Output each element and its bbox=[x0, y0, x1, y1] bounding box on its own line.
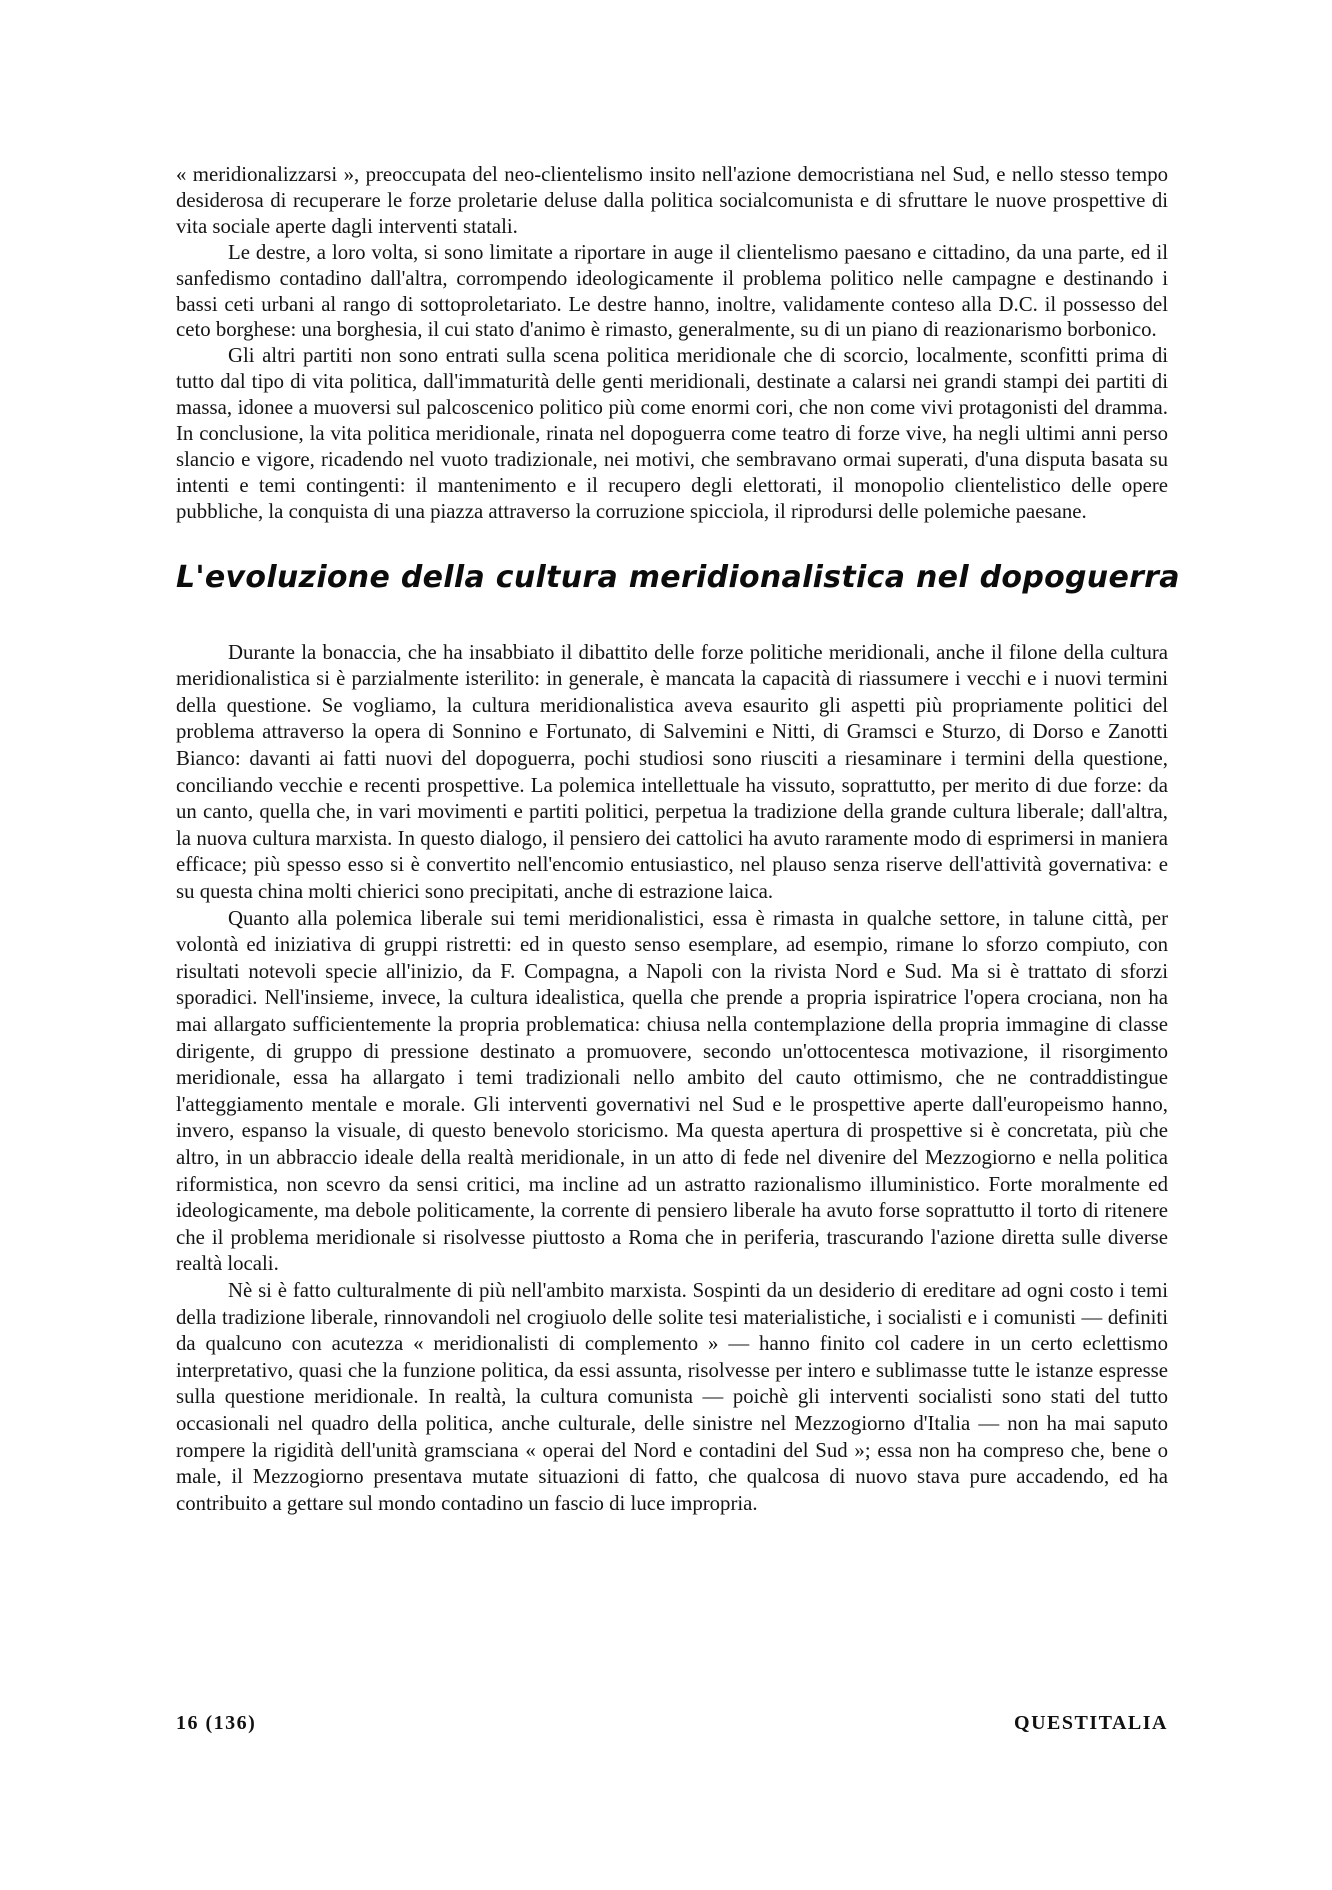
body-paragraph: « meridionalizzarsi », preoccupata del neo-clientelismo insito nell'azione democristiana nel Sud, e nello stesso tempo desiderosa di recuperare le forze proletarie deluse dalla politica socialcomunista e di sfruttare le nuove prospettive di vita sociale aperte dagli interventi statali. bbox=[176, 163, 1168, 238]
body-paragraph: Gli altri partiti non sono entrati sulla scena politica meridionale che di scorcio, localmente, sconfitti prima di tutto dal tipo di vita politica, dall'immaturità delle genti meridionali, destinate a calarsi nei grandi stampi dei partiti di massa, idonee a muoversi sul palcoscenico politico più come enormi cori, che non come vivi protagonisti del dramma. In conclusione, la vita politica meridionale, rinata nel dopoguerra come teatro di forze vive, ha negli ultimi anni perso slancio e vigore, ricadendo nel vuoto tradizionale, nei motivi, che sembravano ormai superati, d'una disputa basata su intenti e temi contingenti: il mantenimento e il recupero degli elettorati, il monopolio clientelistico delle opere pubbliche, la conquista di una piazza attraverso la corruzione spicciola, il riprodursi delle polemiche paesane. bbox=[176, 344, 1168, 523]
section-heading: L'evoluzione della cultura meridionalistica nel dopoguerra bbox=[176, 559, 1180, 595]
main-section bbox=[176, 640, 1168, 1518]
page-footer bbox=[176, 1712, 1168, 1735]
body-paragraph: Le destre, a loro volta, si sono limitate a riportare in auge il clientelismo paesano e cittadino, da una parte, ed il sanfedismo contadino dall'altra, corrompendo ideologicamente il problema politico nelle campagne e destinando i bassi ceti urbani al rango di sottoproletariato. Le destre hanno, inoltre, validamente conteso alla D.C. il possesso del ceto borghese: una borghesia, il cui stato d'animo è rimasto, generalmente, su di un piano di reazionarismo borbonico. bbox=[176, 240, 1168, 342]
body-paragraph: Quanto alla polemica liberale sui temi meridionalistici, essa è rimasta in qualche settore, in talune città, per volontà ed iniziativa di gruppi ristretti: ed in questo senso esemplare, ad esempio, rimane lo sforzo compiuto, con risultati notevoli specie all'inizio, da F. Compagna, a Napoli con la rivista Nord e Sud. Ma si è trattato di sforzi sporadici. Nell'insieme, invece, la cultura idealistica, quella che prende a propria ispiratrice l'opera crociana, non ha mai allargato sufficientemente la propria problematica: chiusa nella contemplazione della propria immagine di classe dirigente, di gruppo di pressione destinato a promuovere, secondo un'ottocentesca motivazione, il risorgimento meridionale, essa ha allargato i temi tradizionali nello ambito del cauto ottimismo, che ne contraddistingue l'atteggiamento mentale e morale. Gli interventi governativi nel Sud e le prospettive aperte dall'europeismo hanno, invero, espanso la visuale, di questo benevolo storicismo. Ma questa apertura di prospettive si è concretata, più che altro, in un abbraccio ideale della realtà meridionale, in un atto di fede nel divenire del Mezzogiorno e nella politica riformistica, non scevro da sensi critici, ma incline ad un astratto razionalismo illuministico. Forte moralmente ed ideologicamente, ma debole politicamente, la corrente di pensiero liberale ha avuto forse soprattutto il torto di ritenere che il problema meridionale si risolvesse piuttosto a Roma che in periferia, trascurando l'azione diretta sulle diverse realtà locali. bbox=[176, 906, 1168, 1276]
publication-name: QUESTITALIA bbox=[1014, 1712, 1168, 1734]
page-number: 16 (136) bbox=[176, 1712, 257, 1734]
article-page bbox=[176, 162, 1180, 1517]
intro-section bbox=[176, 162, 1168, 525]
body-paragraph: Durante la bonaccia, che ha insabbiato il dibattito delle forze politiche meridionali, anche il filone della cultura meridionalistica si è parzialmente isterilito: in generale, è mancata la capacità di riassumere i vecchi e i nuovi termini della questione. Se vogliamo, la cultura meridionalistica aveva esaurito gli aspetti più propriamente politici del problema attraverso la opera di Sonnino e Fortunato, di Salvemini e Nitti, di Gramsci e Sturzo, di Dorso e Zanotti Bianco: davanti ai fatti nuovi del dopoguerra, pochi studiosi sono riusciti a riesaminare i termini della questione, conciliando vecchie e recenti prospettive. La polemica intellettuale ha vissuto, soprattutto, per merito di due forze: da un canto, quella che, in vari movimenti e partiti politici, perpetua la tradizione della grande cultura liberale; dall'altra, la nuova cultura marxista. In questo dialogo, il pensiero dei cattolici ha avuto raramente modo di esprimersi in maniera efficace; più spesso esso si è convertito nell'encomio entusiastico, nel plauso senza riserve dell'attività governativa: e su questa china molti chierici sono precipitati, anche di estrazione laica. bbox=[176, 640, 1168, 904]
body-paragraph: Nè si è fatto culturalmente di più nell'ambito marxista. Sospinti da un desiderio di ereditare ad ogni costo i temi della tradizione liberale, rinnovandoli nel crogiuolo delle solite tesi materialistiche, i socialisti e i comunisti — definiti da qualcuno con acutezza « meridionalisti di complemento » — hanno finito col cadere in un certo eclettismo interpretativo, quasi che la funzione politica, da essi assunta, risolvesse per intero e sublimasse tutte le istanze espresse sulla questione meridionale. In realtà, la cultura comunista — poichè gli interventi socialisti sono stati del tutto occasionali nel quadro della politica, anche culturale, delle sinistre nel Mezzogiorno d'Italia — non ha mai saputo rompere la rigidità dell'unità gramsciana « operai del Nord e contadini del Sud »; essa non ha compreso che, bene o male, il Mezzogiorno presentava mutate situazioni di fatto, che qualcosa di nuovo stava pure accadendo, ed ha contribuito a gettare sul mondo contadino un fascio di luce impropria. bbox=[176, 1278, 1168, 1515]
